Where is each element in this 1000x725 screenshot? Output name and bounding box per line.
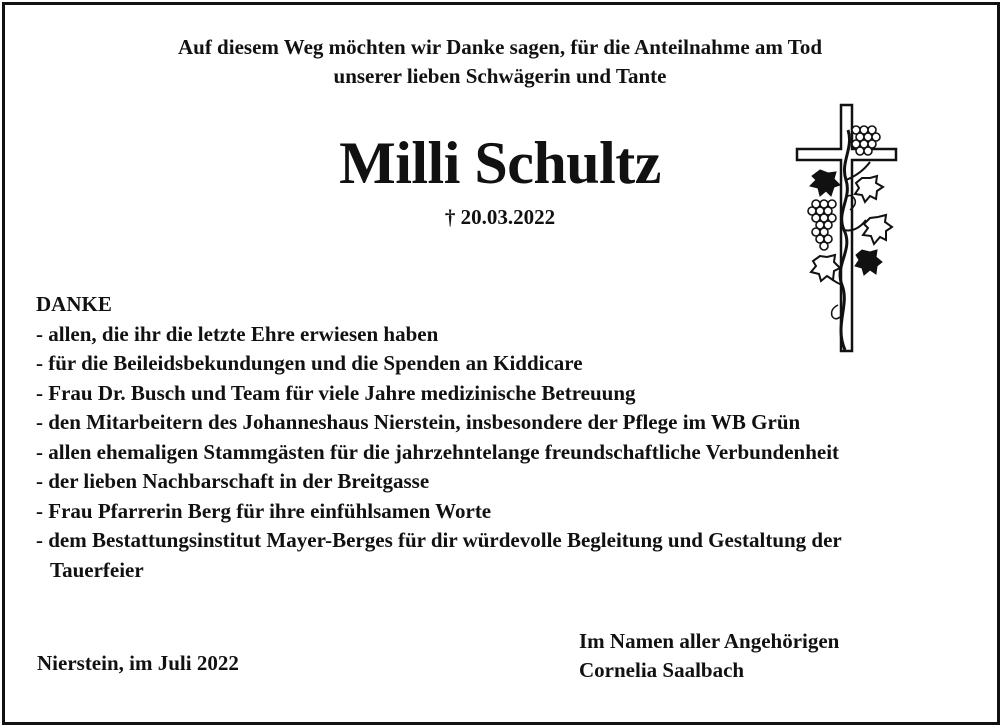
thanks-item: - für die Beileidsbekundungen und die Spenden an Kiddicare bbox=[36, 351, 583, 375]
thanks-list bbox=[36, 290, 976, 585]
signature-block bbox=[579, 627, 839, 685]
signature-line-1: Im Namen aller Angehörigen bbox=[579, 629, 840, 653]
thanks-heading: DANKE bbox=[36, 292, 112, 316]
intro-text bbox=[0, 33, 1000, 91]
thanks-item-continuation: Tauerfeier bbox=[50, 557, 144, 582]
thanks-item: - dem Bestattungsinstitut Mayer-Berges für dir würdevolle Begleitung und Gestaltung der bbox=[36, 528, 842, 552]
death-date: † 20.03.2022 bbox=[444, 205, 556, 229]
thanks-item: - Frau Dr. Busch und Team für viele Jahre medizinische Betreuung bbox=[36, 380, 636, 405]
intro-line-2: unserer lieben Schwägerin und Tante bbox=[333, 64, 667, 88]
signature-line-2: Cornelia Saalbach bbox=[579, 658, 745, 682]
deceased-name: Milli Schultz bbox=[339, 130, 661, 196]
intro-line-1: Auf diesem Weg möchten wir Danke sagen, für die Anteilnahme am Tod bbox=[177, 35, 823, 59]
thanks-item: - der lieben Nachbarschaft in der Breitgasse bbox=[36, 469, 430, 493]
thanks-item: - den Mitarbeitern des Johanneshaus Nierstein, insbesondere der Pflege im WB Grün bbox=[36, 410, 801, 434]
thanks-item: - allen, die ihr die letzte Ehre erwiesen haben bbox=[36, 321, 439, 346]
place-and-date: Nierstein, im Juli 2022 bbox=[37, 651, 239, 675]
thanks-item: - allen ehemaligen Stammgästen für die jahrzehntelange freundschaftliche Verbundenheit bbox=[36, 439, 840, 464]
thanks-item: - Frau Pfarrerin Berg für ihre einfühlsamen Worte bbox=[36, 498, 492, 523]
